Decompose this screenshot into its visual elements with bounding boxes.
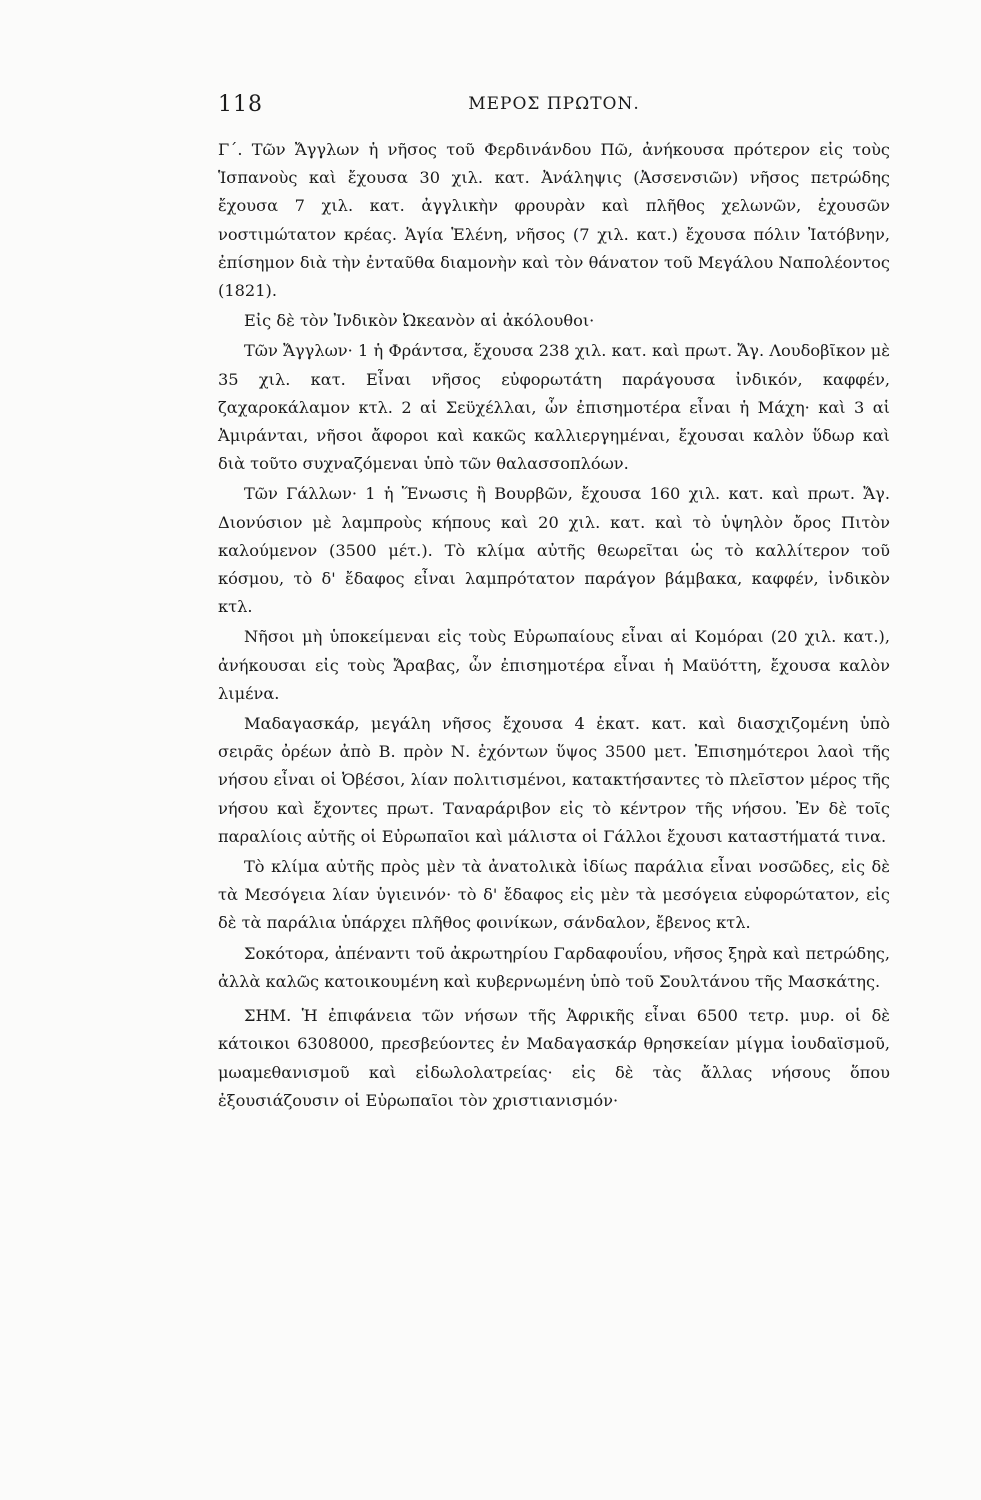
paragraph-madagascar-climate: Τὸ κλίμα αὐτῆς πρὸς μὲν τὰ ἀνατολικὰ ἰδίως παράλια εἶναι νοσῶδες, εἰς δὲ τὰ Μεσόγεια λίαν ὑγιεινόν· τὸ δ' ἔδαφος εἰς μὲν τὰ μεσόγεια εὐφορώτατον, εἰς δὲ τὰ παράλια ὑπάρχει πλῆθος φοινίκων, σάνδαλον, ἔβενος κτλ. — [218, 857, 890, 933]
page-body — [218, 136, 890, 1117]
paragraph-indian-ocean-intro: Εἰς δὲ τὸν Ἰνδικὸν Ὠκεανὸν αἱ ἀκόλουθοι· — [244, 311, 595, 331]
paragraph-socotra: Σοκότορα, ἀπέναντι τοῦ ἀκρωτηρίου Γαρδαφουΐου, νῆσος ξηρὰ καὶ πετρώδης, ἀλλὰ καλῶς κατοικουμένη καὶ κυβερνωμένη ὑπὸ τοῦ Σουλτάνου τῆς Μασκάτης. — [218, 943, 890, 991]
paragraph-madagascar: Μαδαγασκάρ, μεγάλη νῆσος ἔχουσα 4 ἑκατ. κατ. καὶ διασχιζομένη ὑπὸ σειρᾶς ὀρέων ἀπὸ Β. πρὸν Ν. ἐχόντων ὕψος 3500 μετ. Ἐπισημότεροι λαοὶ τῆς νήσου εἶναι οἱ Ὀβέσοι, λίαν πολιτισμένοι, κατακτήσαντες τὸ πλεῖστον μέρος τῆς νήσου καὶ ἔχοντες πρωτ. Ταναράριβον εἰς τὸ κέντρον τῆς νήσου. Ἐν δὲ τοῖς παραλίοις αὐτῆς οἱ Εὐρωπαῖοι καὶ μάλιστα οἱ Γάλλοι ἔχουσι καταστήματά τινα. — [218, 714, 890, 846]
running-title: ΜΕΡΟΣ ΠΡΩΤΟΝ. — [468, 94, 640, 114]
paragraph-french-islands: Τῶν Γάλλων· 1 ἡ Ἕνωσις ἢ Βουρβῶν, ἔχουσα 160 χιλ. κατ. καὶ πρωτ. Ἄγ. Διονύσιον μὲ λαμπροὺς κήπους καὶ 20 χιλ. κατ. καὶ τὸ ὑψηλὸν ὄρος Πιτὸν καλούμενον (3500 μέτ.). Τὸ κλίμα αὐτῆς θεωρεῖται ὡς τὸ καλλίτερον τοῦ κόσμου, τὸ δ' ἔδαφος εἶναι λαμπρότατον παράγον βάμβακα, καφφέν, ἰνδικὸν κτλ. — [218, 484, 890, 617]
page-number: 118 — [218, 92, 263, 117]
paragraph-islands-gamma: Γ΄. Τῶν Ἄγγλων ἡ νῆσος τοῦ Φερδινάνδου Πῶ, ἀνήκουσα πρότερον εἰς τοὺς Ἱσπανοὺς καὶ ἔχουσα 30 χιλ. κατ. Ἀνάληψις (Ἀσσενσιῶν) νῆσος πετρώδης ἔχουσα 7 χιλ. κατ. ἀγγλικὴν φρουρὰν καὶ πλῆθος χελωνῶν, ἐχουσῶν νοστιμώτατον κρέας. Ἁγία Ἑλένη, νῆσος (7 χιλ. κατ.) ἔχουσα πόλιν Ἰατόβνην, ἐπίσημον διὰ τὴν ἐνταῦθα διαμονὴν καὶ τὸν θάνατον τοῦ Μεγάλου Ναπολέοντος (1821). — [218, 140, 890, 301]
paragraph-independent-islands: Νῆσοι μὴ ὑποκείμεναι εἰς τοὺς Εὐρωπαίους εἶναι αἱ Κομόραι (20 χιλ. κατ.), ἀνήκουσαι εἰς τοὺς Ἄραβας, ὧν ἐπισημοτέρα εἶναι ἡ Μαϋόττη, ἔχουσα καλὸν λιμένα. — [218, 627, 890, 703]
paragraph-english-islands: Τῶν Ἄγγλων· 1 ἡ Φράντσα, ἔχουσα 238 χιλ. κατ. καὶ πρωτ. Ἄγ. Λουδοβῖκον μὲ 35 χιλ. κατ. Εἶναι νῆσος εὐφορωτάτη παράγουσα ἰνδικόν, καφφέν, ζαχαροκάλαμον κτλ. 2 αἱ Σεϋχέλλαι, ὧν ἐπισημοτέρα εἶναι ἡ Μάχη· καὶ 3 αἱ Ἀμιράνται, νῆσοι ἄφοροι καὶ κακῶς καλλιεργημέναι, ἔχουσαι καλὸν ὕδωρ καὶ διὰ τοῦτο συχναζόμεναι ὑπὸ τῶν θαλασσοπλόων. — [218, 341, 890, 474]
paragraph-note: ΣΗΜ. Ἡ ἐπιφάνεια τῶν νήσων τῆς Ἀφρικῆς εἶναι 6500 τετρ. μυρ. οἱ δὲ κάτοικοι 6308000, πρεσβεύοντες ἐν Μαδαγασκάρ θρησκείαν μίγμα ἰουδαϊσμοῦ, μωαμεθανισμοῦ καὶ εἰδωλολατρείας· εἰς δὲ τὰς ἄλλας νήσους ὅπου ἐξουσιάζουσιν οἱ Εὐρωπαῖοι τὸν χριστιανισμόν· — [218, 1006, 890, 1110]
page-header — [218, 92, 890, 122]
